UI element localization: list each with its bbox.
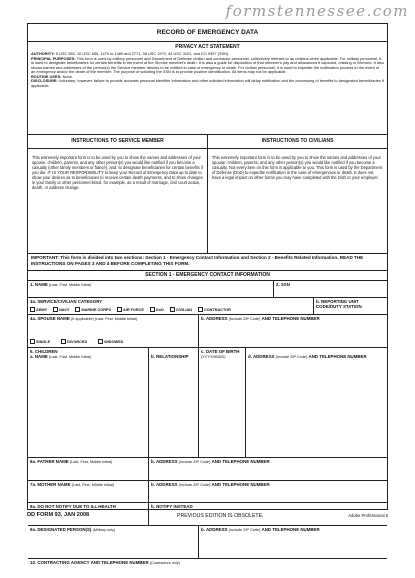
children-label: 5. CHILDREN <box>30 349 58 354</box>
service-category-field <box>28 298 313 314</box>
option-label: DIVORCED <box>67 339 88 344</box>
member-instructions-text: This extremely important form is to be used by you to show the names and addresses of your spouse, children, parents, and any other person(s) you would like notified if you become a casualty (other family members or fiancé), and, to designate beneficiaries for certain benefits if you die. IT IS YOUR RESPONSIBILITY to keep your Record of Emergency Data up to date to show your desires as to beneficiaries to receive certain death payments, and to show changes in your family or other personnel listed, for example, as a result of marriage, civil court action, death, or address change. <box>32 155 203 191</box>
mother-address-sub: (Include ZIP Code) <box>178 483 211 487</box>
children-address-field[interactable] <box>245 348 387 457</box>
row-mother <box>28 481 387 503</box>
service-category-options <box>30 307 311 312</box>
designated-persons-label: 9a. DESIGNATED PERSON(S) <box>30 527 92 532</box>
purposes-label: PRINCIPAL PURPOSES: <box>31 55 76 61</box>
spouse-address-label: b. ADDRESS <box>201 316 228 321</box>
option-label: NAVY <box>59 307 70 312</box>
important-notice: IMPORTANT: This form is divided into two sections: Section 1 - Emergency Contact Information and Section 2 - Benefits Related Information. READ THE INSTRUCTIONS ON PAGES 3 AND 4 BEFORE COMPLETING THIS FORM. <box>28 254 387 271</box>
reporting-unit-field[interactable] <box>313 298 387 314</box>
privacy-act-statement <box>28 42 387 135</box>
checkbox[interactable] <box>61 339 66 344</box>
mother-address-tail: AND TELEPHONE NUMBER <box>211 482 270 487</box>
option-widowed[interactable] <box>98 339 123 344</box>
option-label: SINGLE <box>36 339 51 344</box>
designated-address-sub: (Include ZIP Code) <box>228 528 261 532</box>
spouse-sub: (If applicable) (Last, First, Middle Initial) <box>70 317 138 321</box>
option-label: CONTRACTOR <box>203 307 231 312</box>
father-address-field[interactable] <box>148 458 387 480</box>
privacy-heading: PRIVACY ACT STATEMENT <box>175 44 240 50</box>
checkbox[interactable] <box>150 307 155 312</box>
designated-persons-sub: (Military only) <box>92 528 116 532</box>
checkbox[interactable] <box>170 307 175 312</box>
ssn-field[interactable] <box>273 281 387 297</box>
contracting-agency-label: 10. CONTRACTING AGENCY AND TELEPHONE NUMBER <box>30 560 149 565</box>
row-spouse <box>28 315 387 348</box>
row-service-category <box>28 298 387 315</box>
option-label: WIDOWED <box>104 339 124 344</box>
disclosure-text: Voluntary; however, failure to provide accurate personal identifier information and other solicited information will delay notification and the processing of benefits to designated beneficiaries if applicable. <box>31 78 384 88</box>
mother-name-label: 7a. MOTHER NAME <box>30 482 71 487</box>
option-army[interactable] <box>30 307 47 312</box>
children-relationship-label: b. RELATIONSHIP <box>151 354 189 359</box>
option-air-force[interactable] <box>117 307 144 312</box>
designated-address-label: b. ADDRESS <box>201 527 228 532</box>
disclosure-paragraph <box>31 79 384 88</box>
father-name-field[interactable] <box>28 458 148 480</box>
children-name-label: a. NAME <box>30 354 48 359</box>
spouse-field[interactable] <box>28 315 198 347</box>
authority-text: 5 USC 552, 10 USC 655, 1475 to 1480 and 2771, 38 USC 1970, 44 USC 3101, and EO 9397 (SSN). <box>55 51 230 56</box>
disclosure-label: DISCLOSURE: <box>31 78 58 84</box>
checkbox[interactable] <box>30 339 35 344</box>
option-label: DoD <box>155 307 164 312</box>
reporting-unit-label: b. REPORTING UNIT CODE/DUTY STATION <box>316 299 362 309</box>
name-field[interactable] <box>28 281 273 297</box>
father-address-sub: (Include ZIP Code) <box>178 460 211 464</box>
watermark: formstennessee.com <box>225 2 409 20</box>
do-not-notify-label: 8a. DO NOT NOTIFY DUE TO ILL HEALTH <box>30 504 116 509</box>
checkbox[interactable] <box>117 307 122 312</box>
checkbox[interactable] <box>53 307 58 312</box>
father-address-tail: AND TELEPHONE NUMBER <box>211 459 270 464</box>
option-marine-corps[interactable] <box>75 307 111 312</box>
name-label: 1. NAME <box>30 282 48 287</box>
children-dob-sub: (YYYYMMDD) <box>201 355 226 359</box>
option-divorced[interactable] <box>61 339 87 344</box>
option-label: MARINE CORPS <box>81 307 112 312</box>
spouse-address-tail: AND TELEPHONE NUMBER <box>261 316 320 321</box>
routine-label: ROUTINE USES: <box>31 73 62 79</box>
designated-address-field[interactable] <box>198 526 387 558</box>
mother-name-sub: (Last, First, Middle Initial) <box>71 483 115 487</box>
checkbox[interactable] <box>75 307 80 312</box>
service-category-label: 3a. SERVICE/CIVILIAN CATEGORY <box>30 299 103 304</box>
children-name-field[interactable] <box>28 348 148 457</box>
option-label: ARMY <box>36 307 48 312</box>
purposes-paragraph <box>31 57 384 75</box>
children-dob-field[interactable] <box>198 348 245 457</box>
instructions <box>28 135 387 254</box>
notify-instead-label: b. NOTIFY INSTEAD <box>151 504 193 509</box>
civilian-instructions <box>207 135 387 253</box>
spouse-label: 4a. SPOUSE NAME <box>30 316 70 321</box>
option-contractor[interactable] <box>198 307 231 312</box>
row-designated-persons <box>28 526 387 559</box>
member-instructions <box>28 135 207 253</box>
mother-address-label: b. ADDRESS <box>151 482 178 487</box>
authority-label: AUTHORITY: <box>31 51 55 56</box>
marital-status-options <box>30 339 126 344</box>
option-single[interactable] <box>30 339 50 344</box>
contracting-agency-sub: (Contractors only) <box>149 561 180 565</box>
civilian-instructions-text: This extremely important form is to be used by you to show the names and addresses of your spouse, children, parents, and any other person(s) you would like notified if you become a casualty. Not every item on this form is applicable to you. This form is used by the Department of Defense (DoD) to expedite notification in the case of emergencies or death. It does not have a legal impact on other forms you may have completed with the DoD or your employer. <box>212 155 383 181</box>
checkbox[interactable] <box>30 307 35 312</box>
row-contracting-agency <box>28 559 387 578</box>
checkbox[interactable] <box>98 339 103 344</box>
purposes-text: This form is used by military personnel and Department of Defense civilian and contractor personnel, collectively referred to as civilians when applicable. For military personnel, it is used to designate beneficiaries for certain benefits in the event of the Service member's death. It is also a guide for disposition of that member's pay and allowances if captured, missing or interned. It also shows names and addresses of the person(s) the Service member desires to be notified in case of emergency or death. For civilian personnel, it is used to expedite the notification process in the event of an emergency and/or the death of the member. The purpose of soliciting the SSN is to provide positive identification. All items may not be applicable. <box>31 55 384 75</box>
row-name-ssn <box>28 281 387 298</box>
option-label: AIR FORCE <box>123 307 144 312</box>
mother-name-field[interactable] <box>28 481 148 502</box>
father-name-sub: (Last, First, Middle Initial) <box>69 460 113 464</box>
children-address-sub: (Include ZIP Code) <box>275 355 308 359</box>
ssn-label: 2. SSN <box>276 282 290 287</box>
row-children <box>28 348 387 458</box>
children-address-label: d. ADDRESS <box>248 354 275 359</box>
previous-edition-note: PREVIOUS EDITION IS OBSOLETE. <box>177 513 264 519</box>
routine-text: None. <box>62 73 73 79</box>
member-instructions-heading: INSTRUCTIONS TO SERVICE MEMBER <box>28 136 207 149</box>
civilian-instructions-heading: INSTRUCTIONS TO CIVILIANS <box>208 136 387 149</box>
children-relationship-field[interactable] <box>148 348 198 457</box>
row-father <box>28 458 387 481</box>
spouse-address-sub: (Include ZIP Code) <box>228 317 261 321</box>
father-name-label: 6a. FATHER NAME <box>30 459 69 464</box>
mother-address-field[interactable] <box>148 481 387 502</box>
contracting-agency-field[interactable] <box>28 559 387 578</box>
children-address-tail: AND TELEPHONE NUMBER <box>308 354 367 359</box>
option-label: CIVILIAN <box>175 307 192 312</box>
checkbox[interactable] <box>198 307 203 312</box>
designated-persons-field[interactable] <box>28 526 198 558</box>
option-dod[interactable] <box>150 307 164 312</box>
name-sub: (Last, First, Middle Initial) <box>48 283 92 287</box>
option-civilian[interactable] <box>170 307 192 312</box>
form-title: RECORD OF EMERGENCY DATA <box>28 24 387 42</box>
children-name-sub: (Last, First, Middle Initial) <box>48 355 92 359</box>
section1-heading: SECTION 1 - EMERGENCY CONTACT INFORMATION <box>28 271 387 281</box>
option-navy[interactable] <box>53 307 69 312</box>
father-address-label: b. ADDRESS <box>151 459 178 464</box>
adobe-note: Adobe Professional 8 <box>348 513 388 518</box>
form-id: DD FORM 93, JAN 2008 <box>27 512 90 518</box>
spouse-address-field[interactable] <box>198 315 387 347</box>
children-dob-label: c. DATE OF BIRTH <box>201 349 240 354</box>
designated-address-tail: AND TELEPHONE NUMBER <box>261 527 320 532</box>
